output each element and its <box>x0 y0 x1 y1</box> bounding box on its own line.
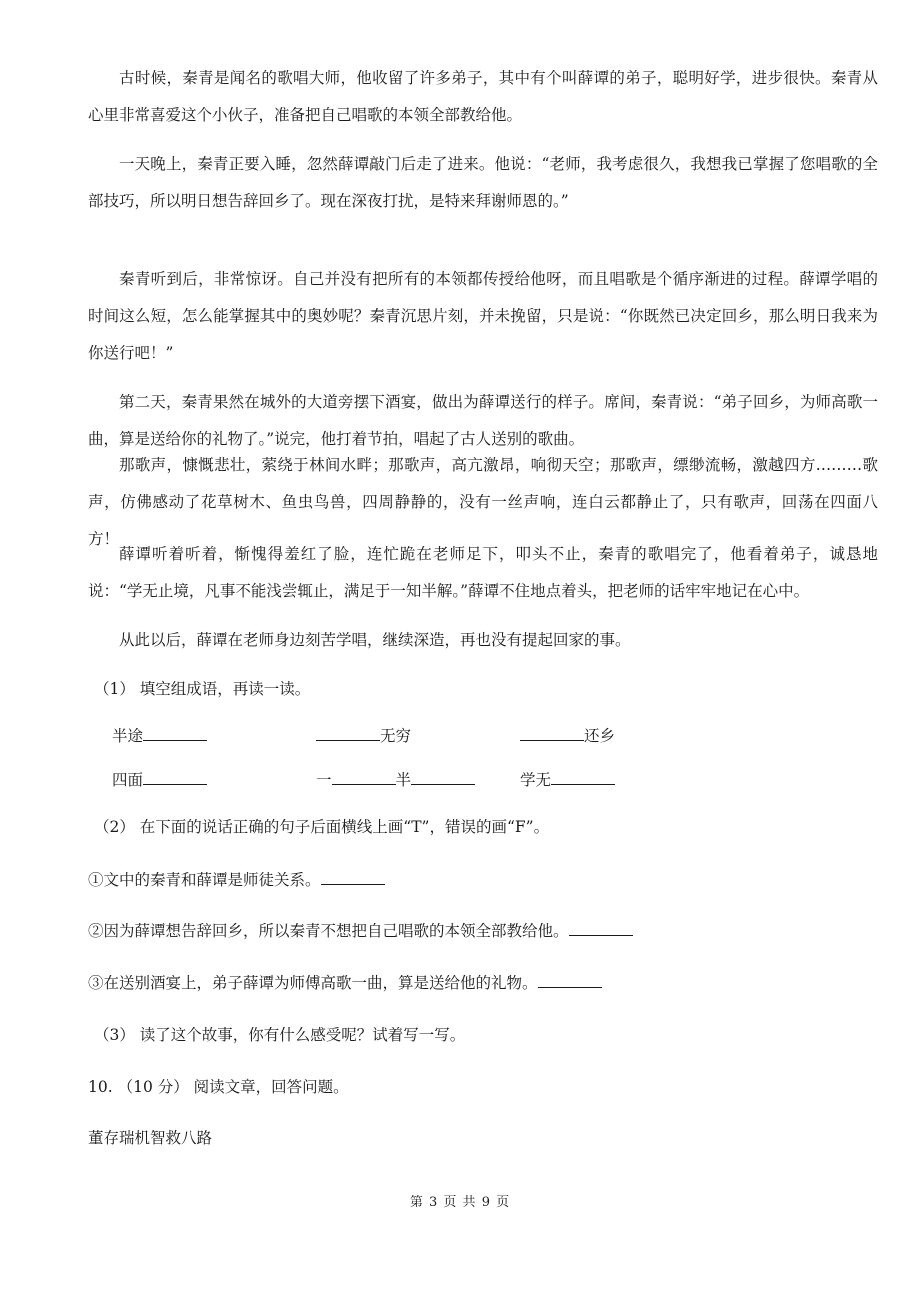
statement-1-blank[interactable] <box>321 870 385 885</box>
idiom-fill-4-blank[interactable] <box>143 770 207 785</box>
question-3-label: （3） 读了这个故事，你有什么感受呢？试着写一写。 <box>94 1026 466 1044</box>
idiom-fill-2-suffix: 无穷 <box>380 727 412 745</box>
idiom-fill-3-blank[interactable] <box>520 726 584 741</box>
idiom-fill-3 <box>520 726 615 746</box>
passage-paragraph-3: 秦青听到后，非常惊讶。自己并没有把所有的本领都传授给他呀，而且唱歌是个循序渐进的过程。薛谭学唱的时间这么短，怎么能掌握其中的奥妙呢？秦青沉思片刻，并未挽留，只是说：“你既然已决定回乡，那么明日我来为你送行吧！” <box>88 270 878 362</box>
idiom-fill-2-blank[interactable] <box>316 726 380 741</box>
idiom-fill-4 <box>112 770 207 790</box>
page-footer: 第 3 页 共 9 页 <box>409 1195 511 1210</box>
passage-paragraph-1: 古时候，秦青是闻名的歌唱大师，他收留了许多弟子，其中有个叫薛谭的弟子，聪明好学，进步很快。秦青从心里非常喜爱这个小伙子，准备把自己唱歌的本领全部教给他。 <box>88 69 878 124</box>
idiom-fill-1-blank[interactable] <box>143 726 207 741</box>
idiom-fill-5-mid: 半 <box>395 771 412 789</box>
article-title: 董存瑞机智救八路 <box>88 1129 213 1147</box>
passage-paragraph-5: 那歌声，慷慨悲壮，萦绕于林间水畔；那歌声，高亢激昂，响彻天空；那歌声，缥缈流畅，激越四方………歌声，仿佛感动了花草树木、鱼虫鸟兽，四周静静的，没有一丝声响，连白云都静止了，只有歌声，回荡在四面八方！ <box>88 456 878 548</box>
statement-3-blank[interactable] <box>538 973 602 988</box>
question-2-label: （2） 在下面的说话正确的句子后面横线上画“T”，错误的画“F”。 <box>94 818 550 836</box>
statement-2-blank[interactable] <box>569 921 633 936</box>
statement-1 <box>88 870 385 890</box>
idiom-fill-2 <box>316 726 411 746</box>
statement-3 <box>88 973 602 993</box>
idiom-fill-4-prefix: 四面 <box>112 771 144 789</box>
idiom-fill-1-prefix: 半途 <box>112 727 144 745</box>
idiom-fill-6-prefix: 学无 <box>520 771 552 789</box>
passage-paragraph-7: 从此以后，薛谭在老师身边刻苦学唱，继续深造，再也没有提起回家的事。 <box>119 631 631 649</box>
idiom-fill-5-blank-b[interactable] <box>411 770 475 785</box>
passage-paragraph-6: 薛谭听着听着，惭愧得羞红了脸，连忙跪在老师足下，叩头不止，秦青的歌唱完了，他看着弟子，诚恳地说：“学无止境，凡事不能浅尝辄止，满足于一知半解。”薛谭不住地点着头，把老师的话牢牢地记在心中。 <box>88 545 878 600</box>
idiom-fill-5 <box>316 770 475 790</box>
statement-3-text: ③在送别酒宴上，弟子薛谭为师傅高歌一曲，算是送给他的礼物。 <box>88 974 538 992</box>
idiom-fill-5-blank-a[interactable] <box>332 770 396 785</box>
idiom-fill-6-blank[interactable] <box>551 770 615 785</box>
statement-2-text: ②因为薛谭想告辞回乡，所以秦青不想把自己唱歌的本领全部教给他。 <box>88 922 569 940</box>
question-1-label: （1） 填空组成语，再读一读。 <box>94 680 311 698</box>
idiom-fill-3-suffix: 还乡 <box>584 727 616 745</box>
statement-1-text: ①文中的秦青和薛谭是师徒关系。 <box>88 871 321 889</box>
question-10-label: 10. （10 分） 阅读文章，回答问题。 <box>88 1078 349 1096</box>
idiom-fill-1 <box>112 726 207 746</box>
idiom-fill-6 <box>520 770 615 790</box>
passage-paragraph-2: 一天晚上，秦青正要入睡，忽然薛谭敲门后走了进来。他说：“老师，我考虑很久，我想我已掌握了您唱歌的全部技巧，所以明日想告辞回乡了。现在深夜打扰，是特来拜谢师恩的。” <box>88 155 878 210</box>
idiom-fill-5-prefix: 一 <box>316 771 332 789</box>
passage-paragraph-4: 第二天，秦青果然在城外的大道旁摆下酒宴，做出为薛谭送行的样子。席间，秦青说：“弟子回乡，为师高歌一曲，算是送给你的礼物了。”说完，他打着节拍，唱起了古人送别的歌曲。 <box>88 393 878 448</box>
statement-2 <box>88 921 633 941</box>
